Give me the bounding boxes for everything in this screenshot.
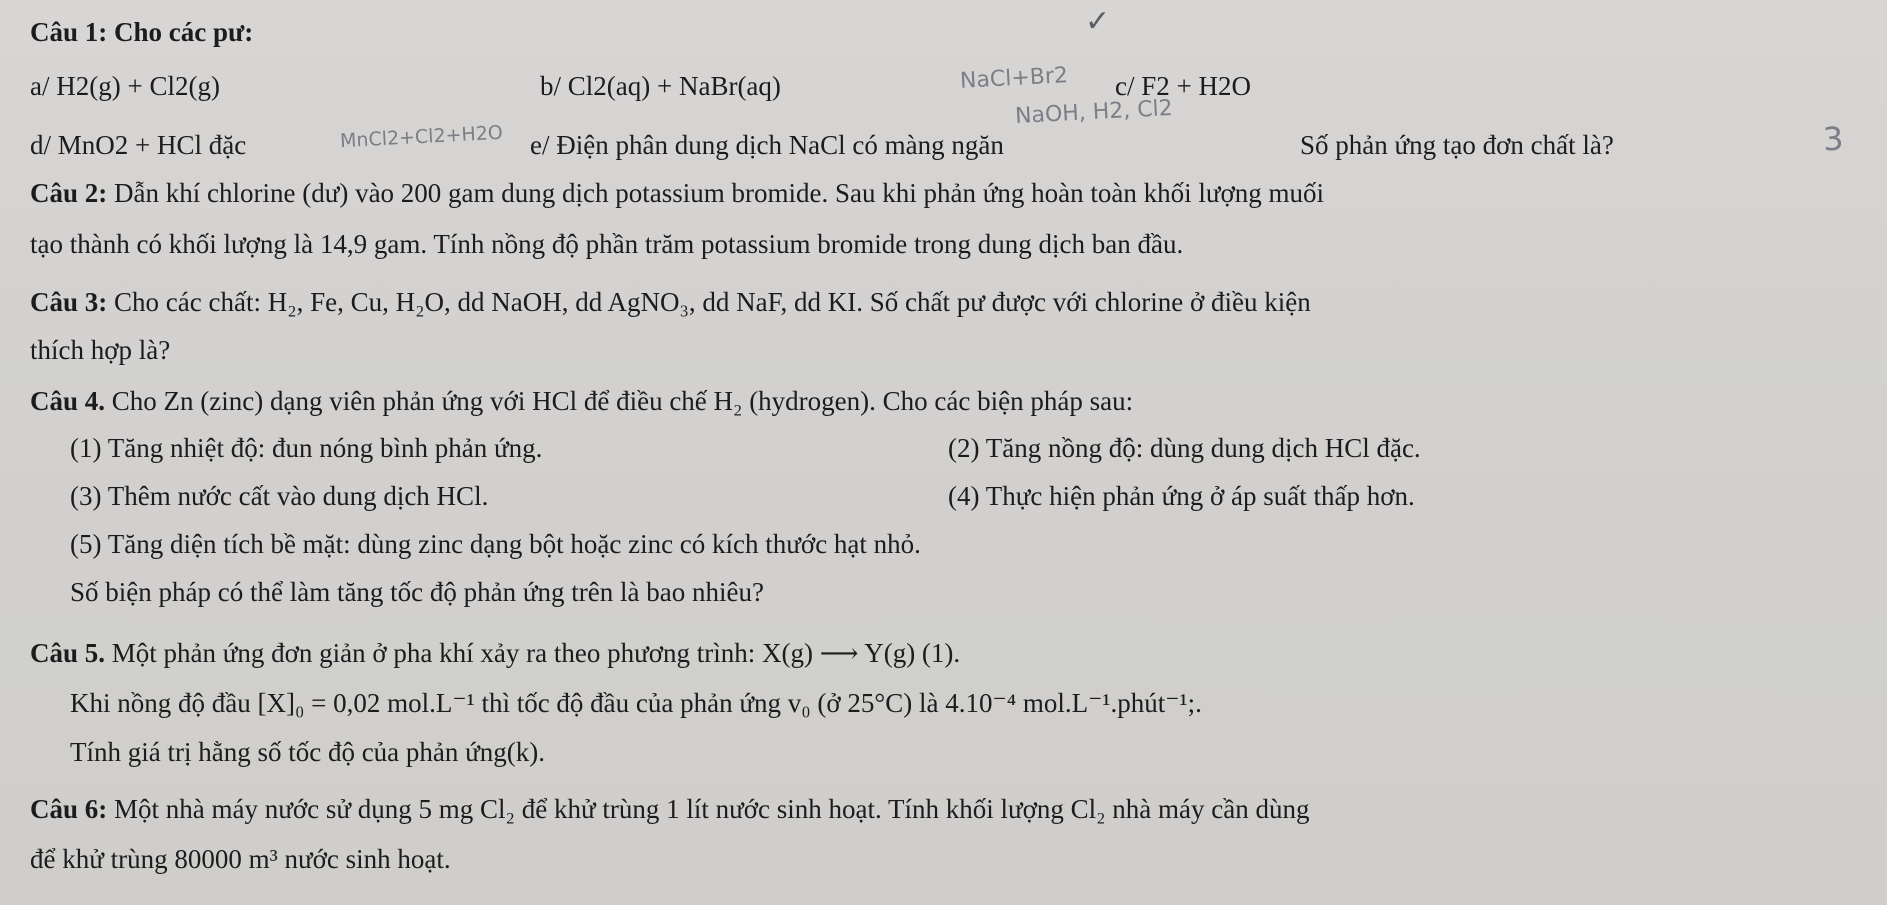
q4-text1: Cho Zn (zinc) dạng viên phản ứng với HCl để điều chế H₂ (hydrogen). Cho các biện pháp sau:: [105, 386, 1134, 416]
handwritten-note-1: NaCl+Br2: [959, 63, 1069, 94]
handwritten-note-3: MnCl2+Cl2+H2O: [339, 121, 504, 153]
q2-text1: Dẫn khí chlorine (dư) vào 200 gam dung dịch potassium bromide. Sau khi phản ứng hoàn toàn khối lượng muối: [107, 178, 1325, 208]
q4-line1: [30, 384, 1133, 418]
q4-option-3: (3) Thêm nước cất vào dung dịch HCl.: [70, 481, 489, 511]
q4-option-4: (4) Thực hiện phản ứng ở áp suất thấp hơn.: [948, 481, 1415, 511]
check-mark-icon: ✓: [1085, 4, 1111, 39]
q4-label: Câu 4.: [30, 386, 106, 416]
q2-line1: [30, 176, 1324, 210]
q1-question: Số phản ứng tạo đơn chất là?: [1300, 130, 1614, 160]
q5-line2: Khi nồng độ đầu [X]₀ = 0,02 mol.L⁻¹ thì tốc độ đầu của phản ứng v₀ (ở 25°C) là 4.10⁻⁴ mol.L⁻¹.phút⁻¹;.: [70, 688, 1202, 718]
q2-label: Câu 2:: [30, 178, 108, 208]
q5-label: Câu 5.: [30, 638, 106, 668]
q1-heading: Câu 1: Cho các pư:: [30, 17, 254, 47]
q5-line3: Tính giá trị hằng số tốc độ của phản ứng(k).: [70, 737, 546, 767]
q3-line2: thích hợp là?: [30, 335, 171, 365]
q1-option-a: a/ H2(g) + Cl2(g): [30, 71, 220, 101]
q4-question: Số biện pháp có thể làm tăng tốc độ phản ứng trên là bao nhiêu?: [70, 577, 764, 607]
q2-line2: tạo thành có khối lượng là 14,9 gam. Tính nồng độ phần trăm potassium bromide trong dung dịch ban đầu.: [30, 229, 1184, 259]
q1-option-c: c/ F2 + H2O: [1115, 71, 1251, 101]
q4-option-2: (2) Tăng nồng độ: dùng dung dịch HCl đặc.: [948, 433, 1421, 463]
handwritten-note-2: NaOH, H2, Cl2: [1014, 95, 1174, 130]
q6-text1: Một nhà máy nước sử dụng 5 mg Cl₂ để khử trùng 1 lít nước sinh hoạt. Tính khối lượng Cl₂ nhà máy cần dùng: [107, 794, 1310, 824]
q4-option-1: (1) Tăng nhiệt độ: đun nóng bình phản ứng.: [70, 433, 543, 463]
q6-line1: [30, 792, 1310, 826]
q5-line1: [30, 636, 960, 670]
q3-line1: [30, 285, 1311, 319]
q6-label: Câu 6:: [30, 794, 108, 824]
q1-option-e: e/ Điện phân dung dịch NaCl có màng ngăn: [530, 130, 1004, 160]
q6-line2: để khử trùng 80000 m³ nước sinh hoạt.: [30, 844, 451, 874]
q1-option-d: d/ MnO2 + HCl đặc: [30, 130, 247, 160]
q4-option-5: (5) Tăng diện tích bề mặt: dùng zinc dạng bột hoặc zinc có kích thước hạt nhỏ.: [70, 529, 921, 559]
q3-text1: Cho các chất: H₂, Fe, Cu, H₂O, dd NaOH, dd AgNO₃, dd NaF, dd KI. Số chất pư được với chlorine ở điều kiện: [107, 287, 1311, 317]
handwritten-answer: 3: [1822, 119, 1845, 159]
q5-text1: Một phản ứng đơn giản ở pha khí xảy ra theo phương trình: X(g) ⟶ Y(g) (1).: [105, 638, 961, 668]
q1-option-b: b/ Cl2(aq) + NaBr(aq): [540, 71, 781, 101]
q3-label: Câu 3:: [30, 287, 108, 317]
